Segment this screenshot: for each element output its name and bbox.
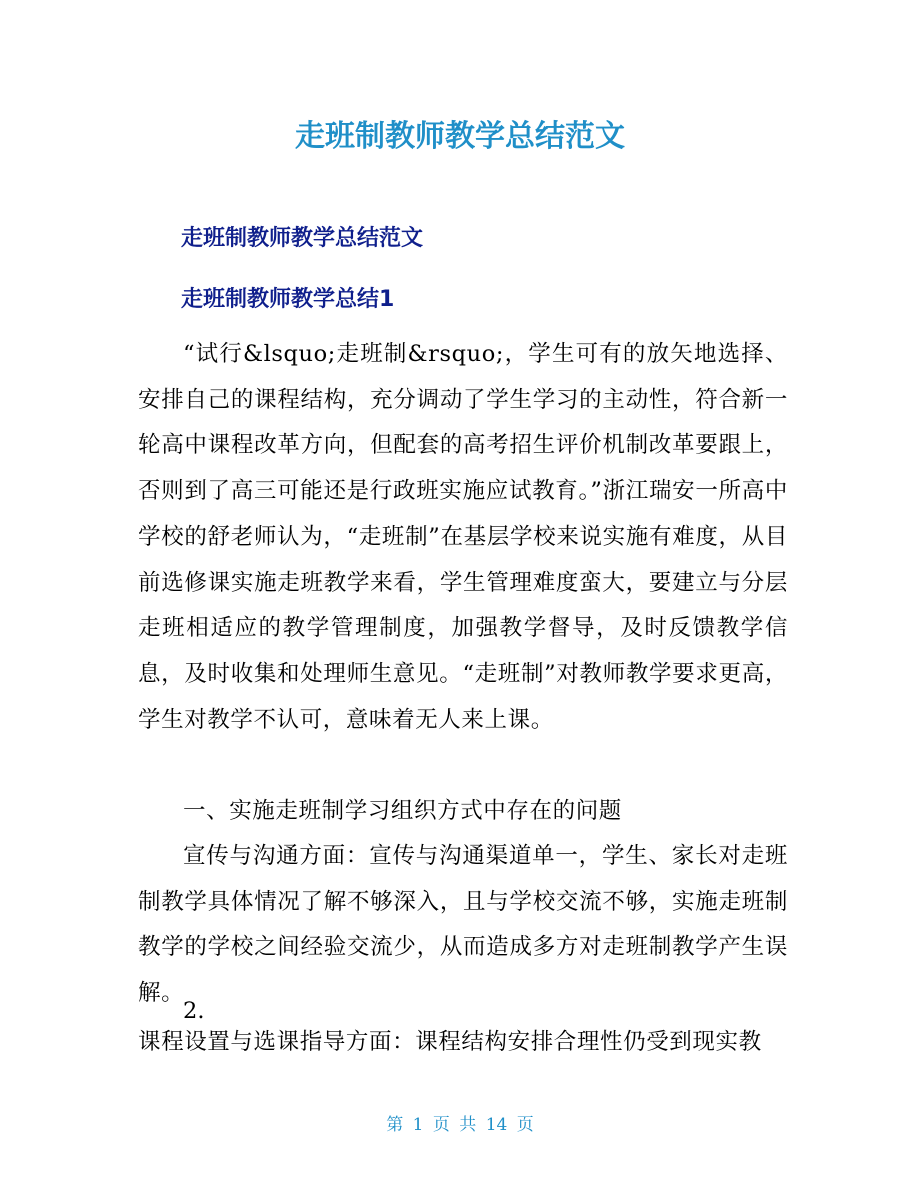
document-title: 走班制教师教学总结范文 xyxy=(295,119,625,154)
heading-article-subtitle: 走班制教师教学总结1 xyxy=(181,287,395,312)
heading-article-title: 走班制教师教学总结范文 xyxy=(181,226,424,251)
paragraph-communication: 宣传与沟通方面：宣传与沟通渠道单一，学生、家长对走班制教学具体情况了解不够深入，且与学校交流不够，实施走班制教学的学校之间经验交流少，从而造成多方对走班制教学产生误解。 xyxy=(138,843,788,1007)
page-footer: 第 1 页 共 14 页 xyxy=(386,1115,534,1135)
section-heading-problems: 一、实施走班制学习组织方式中存在的问题 xyxy=(183,798,622,824)
paragraph-intro: “试行&lsquo;走班制&rsquo;，学生可有的放矢地选择、安排自己的课程结构，充分调动了学生学习的主动性，符合新一轮高中课程改革方向，但配套的高考招生评价机制改革要跟上，否则到了高三可能还是行政班实施应试教育。”浙江瑞安一所高中学校的舒老师认为，“走班制”在基层学校来说实施有难度，从目前选修课实施走班教学来看，学生管理难度蛮大，要建立与分层走班相适应的教学管理制度，加强教学督导，及时反馈教学信息，及时收集和处理师生意见。“走班制”对教师教学要求更高，学生对教学不认可，意味着无人来上课。 xyxy=(138,341,788,733)
list-item-number: 2. xyxy=(183,998,205,1024)
paragraph-curriculum: 课程设置与选课指导方面：课程结构安排合理性仍受到现实教 xyxy=(138,1029,762,1055)
